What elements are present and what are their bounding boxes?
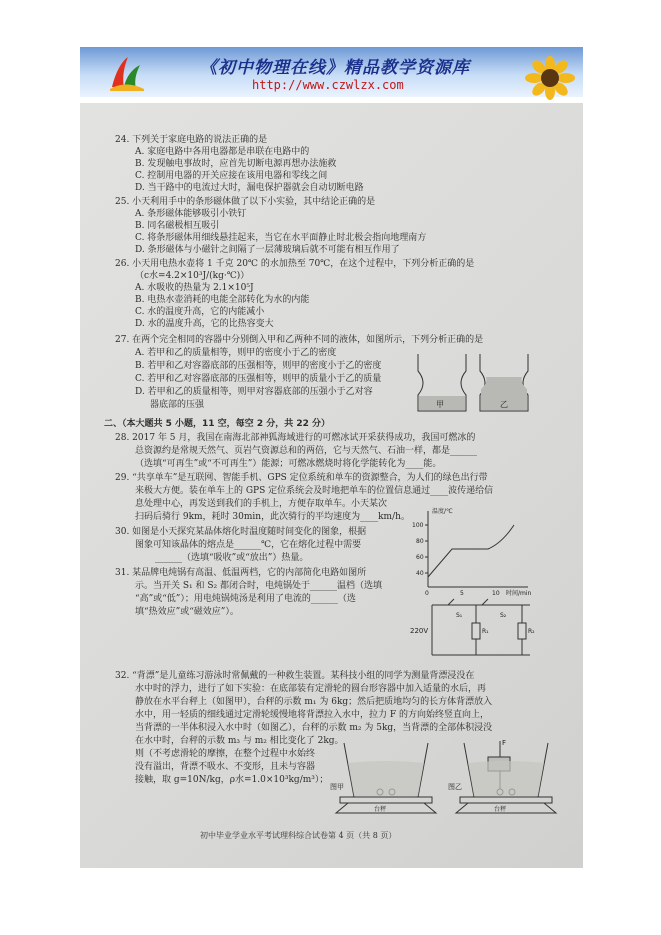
q27-option-d-cont: 器底部的压强 (150, 400, 205, 410)
q31-r1-label: R₁ (482, 628, 489, 635)
q25-option-d: D. 条形磁体与小磁针之间隔了一层薄玻璃后就不可能有相互作用了 (135, 245, 400, 255)
q31-r2-label: R₂ (528, 628, 535, 635)
q31-line-1: 31. 某品牌电炖锅有高温、低温两档，它的内部简化电路如图所 (115, 568, 367, 578)
q24-option-b: B. 发现触电事故时，应首先切断电源再想办法施救 (135, 159, 337, 169)
q30-ytick-80: 80 (416, 538, 424, 545)
q32-line-3: 静放在水平台秤上（如图甲），台秤的示数 m₁ 为 6kg；然后把质地均匀的长方体背漂放入 (135, 697, 493, 707)
q32-line-7: 则（不考虑滑轮的摩擦，在整个过程中水始终 (135, 749, 316, 759)
q32-label-a: 图甲 (330, 783, 344, 791)
q30-line-2: 图象可知该晶体的熔点是______℃，它在熔化过程中需要 (135, 540, 362, 550)
q30-temperature-graph (410, 505, 540, 597)
q29-line-3: 息处理中心，再发送到我们的手机上，方便存取单车。小天某次 (135, 499, 388, 509)
exam-page-photo (80, 103, 583, 868)
q25-stem: 25. 小天利用手中的条形磁体做了以下小实验，其中结论正确的是 (115, 197, 376, 207)
q26-given: （c水=4.2×10³J/(kg·℃)） (135, 271, 250, 281)
q28-line-2: 总资源约是常规天然气、页岩气资源总和的两倍，它与天然气、石油一样，都是______ (135, 446, 478, 456)
q32-line-6: 在水中时，台秤的示数 m₃ 与 m₂ 相比变化了 2kg。 (135, 736, 344, 746)
q26-option-b: B. 电热水壶消耗的电能全部转化为水的内能 (135, 295, 310, 305)
q31-circuit-diagram (410, 597, 540, 663)
q27-containers-figure (410, 349, 540, 419)
banner-url[interactable]: http://www.czwlzx.com (252, 78, 404, 92)
q28-line-3: （选填“可再生”或“不可再生”）能源；可燃冰燃烧时将化学能转化为____能。 (135, 459, 442, 469)
q26-stem: 26. 小天用电热水壶将 1 千克 20℃ 的水加热至 70℃，在这个过程中，下列分析正确的是 (115, 259, 475, 269)
q32-line-1: 32. “背漂”是儿童练习游泳时常佩戴的一种救生装置。某科技小组的同学为测量背漂浸没在 (115, 671, 475, 681)
q30-ylabel: 温度/℃ (432, 508, 453, 515)
q30-ytick-60: 60 (416, 554, 424, 561)
q26-option-c: C. 水的温度升高，它的内能减小 (135, 307, 265, 317)
sunflower-icon (520, 57, 580, 99)
q27-option-a: A. 若甲和乙的质量相等，则甲的密度小于乙的密度 (135, 348, 337, 358)
q32-scale-b: 台秤 (494, 806, 507, 813)
q24-option-c: C. 控制用电器的开关应接在该用电器和零线之间 (135, 171, 328, 181)
q32-scale-a: 台秤 (374, 806, 387, 813)
q27-option-c: C. 若甲和乙对容器底部的压强相等，则甲的质量小于乙的质量 (135, 374, 382, 384)
q32-line-8: 没有溢出，背漂不吸水、不变形，且未与容器 (135, 762, 316, 772)
q30-ytick-40: 40 (416, 570, 424, 577)
q27-stem: 27. 在两个完全相同的容器中分别倒入甲和乙两种不同的液体，如图所示，下列分析正确的是 (115, 335, 484, 345)
q30-xtick-5: 5 (460, 590, 464, 597)
q30-xtick-10: 10 (492, 590, 500, 597)
q30-xlabel: 时间/min (506, 590, 532, 597)
q28-line-1: 28. 2017 年 5 月，我国在南海北部神狐海域进行的可燃冰试开采获得成功，我国可燃冰的 (115, 433, 476, 443)
q30-xtick-0: 0 (425, 590, 429, 597)
q32-force-label: F (502, 739, 507, 747)
q30-ytick-100: 100 (412, 522, 424, 529)
q29-line-1: 29. “共享单车”是互联网、智能手机、GPS 定位系统和单车的资源整合，为人们的绿色出行带 (115, 473, 488, 483)
q27-label-jia: 甲 (436, 400, 444, 409)
colorful-swoosh-logo-icon (106, 53, 146, 93)
q32-float-experiment-figures (330, 737, 576, 823)
q24-option-a: A. 家庭电路中各用电器都是串联在电路中的 (135, 147, 310, 157)
q32-line-9: 接触，取 g=10N/kg，ρ水=1.0×10³kg/m³）； (135, 775, 329, 785)
banner-title: 《初中物理在线》精品教学资源库 (200, 58, 470, 78)
q25-option-a: A. 条形磁体能够吸引小铁钉 (135, 209, 247, 219)
q32-line-2: 水中时的浮力，进行了如下实验：在底部装有定滑轮的圆台形容器中加入适量的水后，再 (135, 684, 487, 694)
q32-line-4: 水中，用一轻质的细线通过定滑轮缓慢地将背漂拉入水中，拉力 F 的方向始终竖直向上， (135, 710, 489, 720)
page-footer: 初中毕业学业水平考试理科综合试卷第 4 页（共 8 页） (200, 831, 397, 840)
q31-line-2: 示。当开关 S₁ 和 S₂ 都闭合时，电炖锅处于______温档（选填 (135, 581, 382, 591)
q27-option-d: D. 若甲和乙的质量相等，则甲对容器底部的压强小于乙对容 (135, 387, 373, 397)
q26-option-d: D. 水的温度升高，它的比热容变大 (135, 319, 274, 329)
q25-option-b: B. 同名磁极相互吸引 (135, 221, 220, 231)
q27-label-yi: 乙 (500, 400, 508, 409)
q24-stem: 24. 下列关于家庭电路的说法正确的是 (115, 135, 268, 145)
q27-option-b: B. 若甲和乙对容器底部的压强相等，则甲的密度小于乙的密度 (135, 361, 382, 371)
q30-line-3: ______（选填“吸收”或“放出”）热量。 (155, 553, 309, 563)
q32-label-b: 图乙 (448, 783, 462, 791)
q31-s1-label: S₁ (456, 612, 463, 619)
q31-line-3: “高”或“低”）；用电炖锅炖汤是利用了电流的______（选 (135, 594, 356, 604)
q29-line-2: 来极大方便。装在单车上的 GPS 定位系统会及时地把单车的位置信息通过____波传递给信 (135, 486, 494, 496)
q29-line-4: 扫码后骑行 9km，耗时 30min，此次骑行的平均速度为____km/h。 (135, 512, 410, 522)
q32-line-5: 当背漂的一半体积浸入水中时（如图乙），台秤的示数 m₂ 为 5kg，当背漂的全部体积浸没 (135, 723, 493, 733)
q31-line-4: 填“热效应”或“磁效应”）。 (135, 607, 239, 617)
header-banner (80, 47, 583, 97)
section-2-heading: 二、（本大题共 5 小题，11 空，每空 2 分，共 22 分） (104, 419, 331, 429)
q25-option-c: C. 将条形磁体用细线悬挂起来，当它在水平面静止时北极会指向地理南方 (135, 233, 427, 243)
q26-option-a: A. 水吸收的热量为 2.1×10⁵J (135, 283, 254, 293)
q30-line-1: 30. 如图是小天探究某晶体熔化时温度随时间变化的图象，根据 (115, 527, 367, 537)
q24-option-d: D. 当干路中的电流过大时，漏电保护器就会自动切断电路 (135, 183, 364, 193)
q31-s2-label: S₂ (500, 612, 507, 619)
q31-voltage-label: 220V (410, 627, 429, 635)
